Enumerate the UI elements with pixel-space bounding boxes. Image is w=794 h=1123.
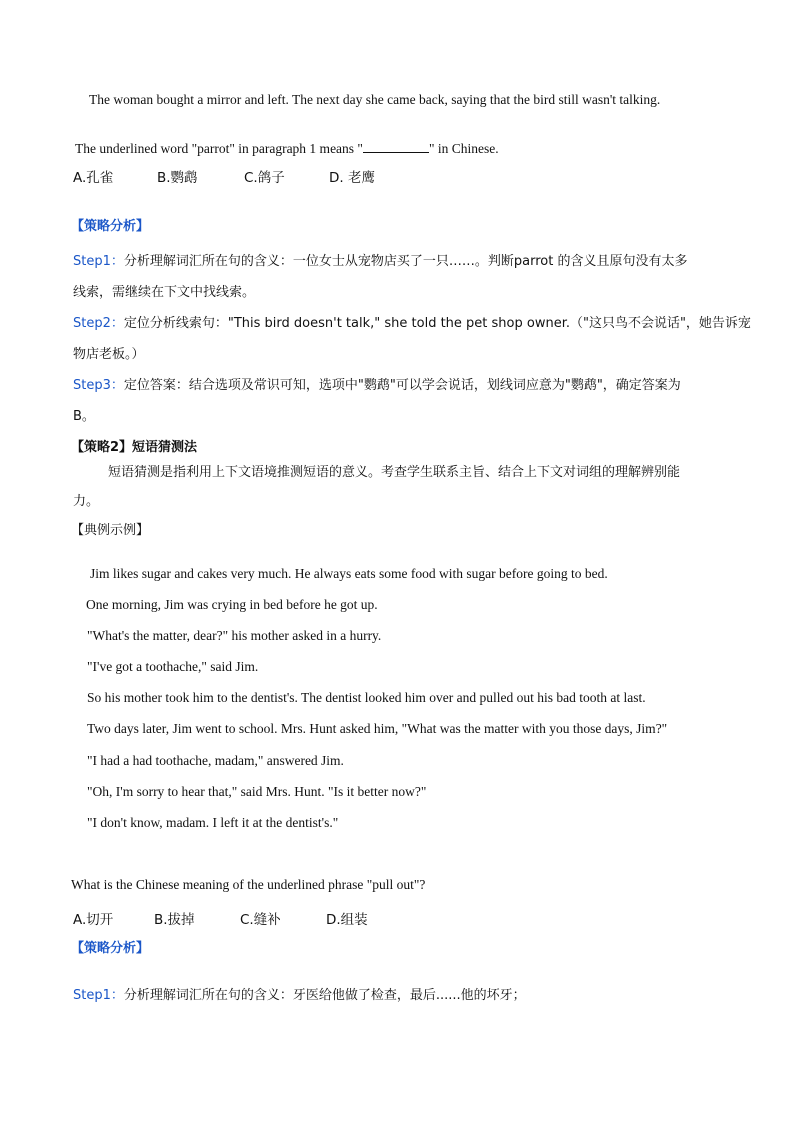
analysis-step1-cont: 线索，需继续在下文中找线索。 (73, 285, 256, 300)
analysis-heading: 【策略分析】 (71, 219, 150, 234)
answer-blank (363, 140, 429, 153)
passage-line: Two days later, Jim went to school. Mrs. Hunt asked him, "What was the matter with you those days, Jim?" (87, 721, 668, 736)
passage-line: So his mother took him to the dentist's. The dentist looked him over and pulled out his bad tooth at last. (87, 690, 646, 705)
step2-text: 定位分析线索句："This bird doesn't talk," she told the pet shop owner.（"这只鸟不会说话"，她告诉宠 (123, 316, 751, 331)
analysis-step3-cont: B。 (73, 409, 95, 424)
analysis-step3 (73, 377, 681, 395)
option-a: A.切开 (73, 912, 114, 928)
passage-line: "I had a had toothache, madam," answered Jim. (87, 753, 344, 768)
passage-line: "I've got a toothache," said Jim. (87, 659, 259, 674)
passage-line: "What's the matter, dear?" his mother asked in a hurry. (87, 628, 382, 643)
option-d: D.组装 (326, 912, 368, 928)
option-c: C.鸽子 (244, 170, 285, 186)
option-a: A.孔雀 (73, 170, 114, 186)
strategy2-heading: 【策略2】短语猜测法 (71, 440, 198, 455)
passage-line: Jim likes sugar and cakes very much. He always eats some food with sugar before going to bed. (90, 566, 608, 581)
question-1 (75, 140, 499, 158)
step3-text: 定位答案：结合选项及常识可知，选项中"鹦鹉"可以学会说话，划线词应意为"鹦鹉"，确定答案为 (123, 378, 681, 393)
option-b: B.拔掉 (154, 912, 195, 928)
question-1-pre: The underlined word "parrot" in paragraph 1 means " (75, 141, 363, 156)
analysis2-step1 (73, 987, 526, 1005)
strategy2-desc-cont: 力。 (73, 494, 100, 509)
step1-label: Step1： (73, 254, 124, 269)
passage-line: The woman bought a mirror and left. The next day she came back, saying that the bird still wasn't talking. (89, 92, 661, 107)
step3-label: Step3： (73, 378, 124, 393)
question-2: What is the Chinese meaning of the underlined phrase "pull out"? (71, 877, 426, 892)
step1-label: Step1： (73, 988, 124, 1003)
analysis-heading: 【策略分析】 (71, 941, 150, 956)
analysis-step2 (73, 315, 751, 333)
step1-text: 分析理解词汇所在句的含义：一位女士从宠物店买了一只……。判断parrot 的含义且原句没有太多 (123, 254, 688, 269)
strategy2-desc: 短语猜测是指利用上下文语境推测短语的意义。考查学生联系主旨、结合上下文对词组的理解辨别能 (108, 465, 681, 480)
passage-line: One morning, Jim was crying in bed before he got up. (86, 597, 378, 612)
option-c: C.缝补 (240, 912, 281, 928)
option-b: B.鹦鹉 (157, 170, 198, 186)
analysis-step2-cont: 物店老板。） (73, 347, 145, 362)
option-d: D. 老鹰 (329, 170, 375, 186)
question-1-post: " in Chinese. (428, 141, 499, 156)
passage-line: "I don't know, madam. I left it at the dentist's." (87, 815, 339, 830)
passage-line: "Oh, I'm sorry to hear that," said Mrs. Hunt. "Is it better now?" (87, 784, 427, 799)
step1-text: 分析理解词汇所在句的含义：牙医给他做了检查，最后......他的坏牙； (123, 988, 526, 1003)
example-heading: 【典例示例】 (71, 523, 150, 538)
step2-label: Step2： (73, 316, 124, 331)
analysis-step1 (73, 253, 687, 271)
